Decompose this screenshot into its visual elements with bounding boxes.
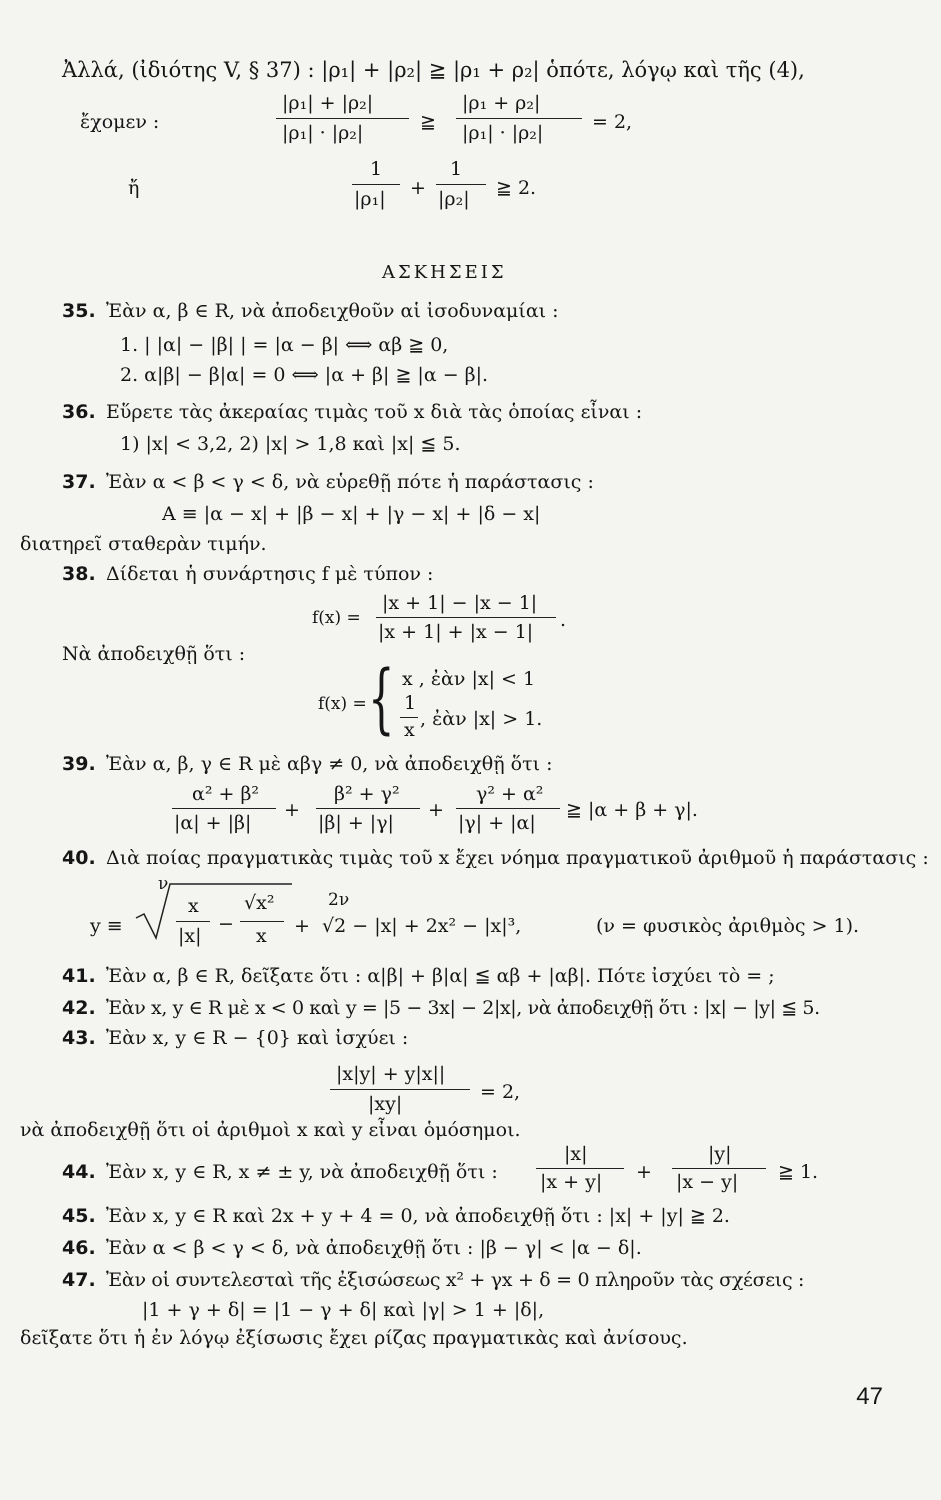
plus-symbol: + [636, 1161, 652, 1183]
exercise-text: Ἐὰν x, y ∈ R − {0} καὶ ἰσχύει : [106, 1027, 409, 1049]
exercise-text: Ἐὰν x, y ∈ R καὶ 2x + y + 4 = 0, νὰ ἀποδειχθῇ ὅτι : |x| + |y| ≧ 2. [106, 1205, 730, 1227]
fraction-numerator: √x² [244, 892, 275, 914]
function-label: f(x) = [318, 694, 367, 714]
exercise-text: Ἐὰν α < β < γ < δ, νὰ εὑρεθῇ πότε ἡ παράστασις : [106, 471, 594, 493]
fraction-numerator: 1 [404, 692, 417, 714]
plus-symbol: + [294, 915, 310, 937]
fraction-denominator: |ρ₁| · |ρ₂| [462, 122, 544, 144]
fraction-denominator: |x| [178, 925, 202, 947]
fraction-denominator: |x − y| [676, 1171, 739, 1193]
fraction-numerator: 1 [450, 158, 463, 180]
fraction-bar [172, 808, 276, 809]
exercise-line: νὰ ἀποδειχθῇ ὅτι οἱ ἀριθμοὶ x καὶ y εἶναι ὁμόσημοι. [20, 1119, 521, 1141]
exercise-line: A ≡ |α − x| + |β − x| + |γ − x| + |δ − x| [162, 503, 541, 525]
fraction-bar [276, 118, 409, 119]
geq-symbol: ≧ [420, 111, 436, 133]
geq-two: ≧ 2. [496, 177, 537, 199]
inequality-tail: ≧ 1. [778, 1161, 819, 1183]
y-label: y ≡ [90, 915, 123, 937]
section-heading: ΑΣΚΗΣΕΙΣ [382, 262, 507, 283]
fraction-denominator: |xy| [368, 1093, 403, 1115]
plus-symbol: + [410, 177, 426, 199]
fraction-denominator: |ρ₁| · |ρ₂| [282, 122, 364, 144]
fraction-numerator: |ρ₁| + |ρ₂| [282, 92, 374, 114]
fraction-denominator: |β| + |γ| [318, 812, 394, 834]
case-line: x , ἐὰν |x| < 1 [402, 668, 536, 690]
fraction-bar [436, 184, 486, 185]
fraction-denominator: |ρ₂| [438, 188, 470, 210]
fraction-numerator: 1 [370, 158, 383, 180]
exercise-line: 1. | |α| − |β| | = |α − β| ⟺ αβ ≧ 0, [120, 334, 449, 356]
fraction-denominator: |γ| + |α| [458, 812, 536, 834]
exercise-text: Ἐὰν α, β, γ ∈ R μὲ αβγ ≠ 0, νὰ ἀποδειχθῇ ὅτι : [106, 753, 553, 775]
left-brace: { [368, 653, 395, 742]
fraction-denominator: x [404, 719, 415, 741]
intro-line: Ἀλλά, (ἰδιότης V, § 37) : |ρ₁| + |ρ₂| ≧ |ρ₁ + ρ₂| ὁπότε, λόγῳ καὶ τῆς (4), [62, 58, 805, 82]
fraction-numerator: |x + 1| − |x − 1| [382, 592, 538, 614]
root-index: 2ν [328, 890, 350, 910]
exercise-line: |1 + γ + δ| = |1 − γ + δ| καὶ |γ| > 1 + |δ|, [142, 1299, 545, 1321]
fraction-numerator: γ² + α² [476, 783, 544, 805]
case-line: , ἐὰν |x| > 1. [420, 708, 543, 730]
exercise-text: Ἐὰν α < β < γ < δ, νὰ ἀποδειχθῇ ὅτι : |β − γ| < |α − δ|. [106, 1237, 642, 1259]
equals-two: = 2, [592, 111, 633, 133]
exercise-number: 35. [62, 300, 96, 322]
exercise-number: 43. [62, 1027, 96, 1049]
exercise-line: 2. α|β| − β|α| = 0 ⟺ |α + β| ≧ |α − β|. [120, 364, 489, 386]
fraction-numerator: x [188, 895, 199, 917]
fraction-bar [330, 1089, 470, 1090]
fraction-bar [376, 617, 556, 618]
exercise-text: Δίδεται ἡ συνάρτησις f μὲ τύπον : [106, 563, 434, 585]
exercise-number: 40. [62, 847, 96, 869]
fraction-bar [352, 184, 400, 185]
fraction-bar [176, 921, 210, 922]
fraction-numerator: |ρ₁ + ρ₂| [462, 92, 541, 114]
exercise-line: 1) |x| < 3,2, 2) |x| > 1,8 καὶ |x| ≦ 5. [120, 433, 461, 455]
exercise-number: 36. [62, 401, 96, 423]
function-label: f(x) = [312, 608, 361, 628]
root-index: ν [158, 874, 169, 894]
exercise-number: 46. [62, 1237, 96, 1259]
exercise-text: Ἐὰν α, β ∈ R, νὰ ἀποδειχθοῦν αἱ ἰσοδυναμίαι : [106, 300, 559, 322]
fraction-bar [672, 1168, 766, 1169]
fraction-bar [456, 808, 560, 809]
fraction-bar [240, 921, 284, 922]
fraction-bar [316, 808, 420, 809]
exercise-number: 47. [62, 1269, 96, 1291]
exercise-number: 39. [62, 753, 96, 775]
exercise-text: Εὕρετε τὰς ἀκεραίας τιμὰς τοῦ x διὰ τὰς ὁποίας εἶναι : [106, 401, 643, 423]
exercise-number: 38. [62, 563, 96, 585]
fraction-denominator: |α| + |β| [174, 812, 252, 834]
fraction-numerator: |x|y| + y|x|| [336, 1063, 446, 1085]
exercise-text: Ἐὰν x, y ∈ R, x ≠ ± y, νὰ ἀποδειχθῇ ὅτι : [106, 1161, 498, 1183]
inequality-tail: ≧ |α + β + γ|. [566, 799, 698, 821]
note: (ν = φυσικὸς ἀριθμὸς > 1). [596, 915, 860, 937]
fraction-denominator: |ρ₁| [354, 188, 386, 210]
exercise-text: Ἐὰν α, β ∈ R, δεῖξατε ὅτι : α|β| + β|α| ≦ αβ + |αβ|. Πότε ἰσχύει τὸ = ; [106, 965, 775, 987]
fraction-denominator: |x + y| [540, 1171, 603, 1193]
fraction-denominator: x [256, 925, 267, 947]
exercise-text: Ἐὰν x, y ∈ R μὲ x < 0 καὶ y = |5 − 3x| − 2|x|, νὰ ἀποδειχθῇ ὅτι : |x| − |y| ≦ 5. [106, 997, 820, 1019]
plus-symbol: + [428, 799, 444, 821]
exercise-line: δεῖξατε ὅτι ἡ ἐν λόγῳ ἐξίσωσις ἔχει ρίζας πραγματικὰς καὶ ἀνίσους. [20, 1327, 688, 1349]
fraction-numerator: β² + γ² [334, 783, 400, 805]
exercise-text: Ἐὰν οἱ συντελεσταὶ τῆς ἐξισώσεως x² + γx + δ = 0 πληροῦν τὰς σχέσεις : [106, 1269, 805, 1291]
fraction-numerator: α² + β² [192, 783, 260, 805]
plus-symbol: + [284, 799, 300, 821]
minus-symbol: − [218, 913, 234, 935]
exercise-number: 41. [62, 965, 96, 987]
page-number: 47 [856, 1383, 883, 1410]
fraction-denominator: |x + 1| + |x − 1| [378, 621, 534, 643]
exercise-number: 45. [62, 1205, 96, 1227]
exercise-number: 44. [62, 1161, 96, 1183]
exercise-line: Νὰ ἀποδειχθῇ ὅτι : [62, 643, 246, 665]
equals-two: = 2, [480, 1081, 521, 1103]
radicand: √2 − |x| + 2x² − |x|³, [322, 915, 522, 937]
exercise-text: Διὰ ποίας πραγματικὰς τιμὰς τοῦ x ἔχει νόημα πραγματικοῦ ἀριθμοῦ ἡ παράστασις : [106, 847, 929, 869]
intro-label-exomen: ἔχομεν : [80, 111, 160, 133]
exercise-line: διατηρεῖ σταθερὰν τιμήν. [20, 533, 267, 555]
fraction-numerator: |y| [708, 1143, 732, 1165]
exercise-number: 42. [62, 997, 96, 1019]
exercise-number: 37. [62, 471, 96, 493]
fraction-numerator: |x| [564, 1143, 588, 1165]
period: . [560, 609, 567, 631]
fraction-bar [536, 1168, 624, 1169]
fraction-bar [456, 118, 582, 119]
intro-label-or: ἤ [128, 177, 140, 199]
